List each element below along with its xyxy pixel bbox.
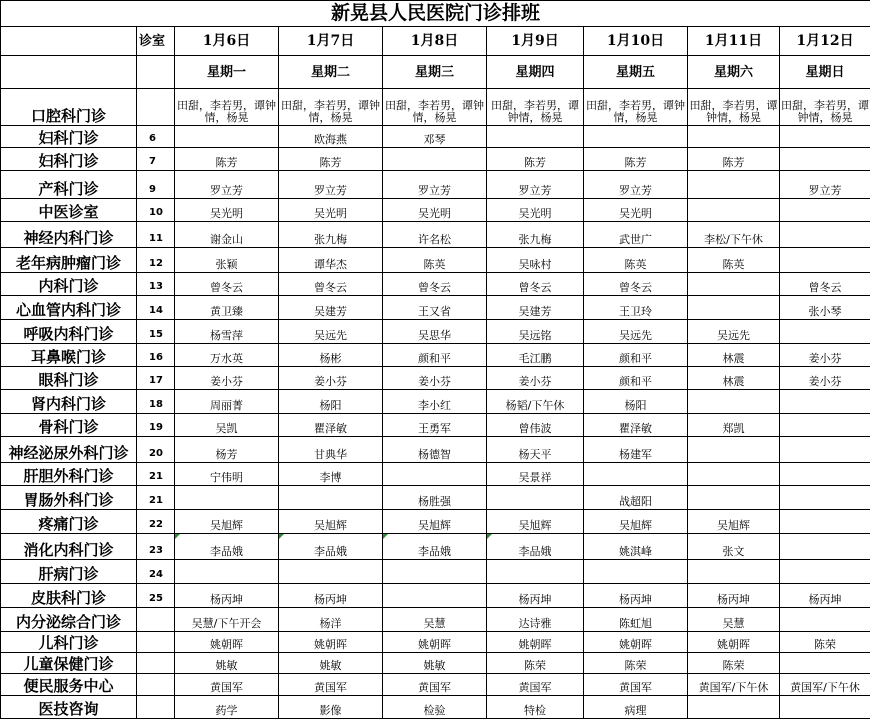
weekday-header-row: [1, 56, 870, 89]
doctor-cell: 陈荣: [780, 632, 870, 653]
doctor-cell: 吴远铭: [487, 320, 584, 344]
department-name: 便民服务中心: [1, 674, 137, 696]
doctor-cell: [175, 126, 279, 148]
room-number: 23: [137, 534, 175, 560]
department-name: 妇科门诊: [1, 148, 137, 171]
schedule-row: [1, 367, 870, 390]
doctor-cell: 药学: [175, 696, 279, 719]
doctor-cell: 吴光明: [175, 199, 279, 222]
schedule-row: [1, 248, 870, 273]
blank-cell: [137, 56, 175, 89]
doctor-cell: 王勇军: [383, 414, 487, 437]
doctor-cell: [780, 248, 870, 273]
room-number: 18: [137, 390, 175, 414]
doctor-cell: 张小琴: [780, 296, 870, 320]
weekday-header: 星期一: [175, 56, 279, 89]
doctor-cell: [780, 463, 870, 486]
doctor-cell: 瞿泽敏: [279, 414, 383, 437]
room-number: 14: [137, 296, 175, 320]
doctor-cell: 黄国军: [487, 674, 584, 696]
doctor-cell: 林震: [688, 367, 780, 390]
doctor-cell: 吴旭辉: [584, 510, 688, 534]
doctor-cell: 颜和平: [584, 344, 688, 367]
schedule-row: [1, 696, 870, 719]
room-number: [137, 653, 175, 674]
doctor-cell: [383, 560, 487, 584]
doctor-cell: 陈芳: [279, 148, 383, 171]
doctor-cell: 杨阳: [584, 390, 688, 414]
schedule-row: [1, 199, 870, 222]
doctor-cell: 曾冬云: [780, 273, 870, 296]
room-header: 诊室: [137, 27, 175, 56]
doctor-cell: 谭华杰: [279, 248, 383, 273]
doctor-cell: 罗立芳: [584, 171, 688, 199]
schedule-row: [1, 296, 870, 320]
doctor-cell: 颜和平: [383, 344, 487, 367]
doctor-cell: 杨阳: [279, 390, 383, 414]
schedule-row: [1, 632, 870, 653]
doctor-cell: 吴旭辉: [688, 510, 780, 534]
doctor-cell: 姚淇峰: [584, 534, 688, 560]
doctor-cell: 颜和平: [584, 367, 688, 390]
doctor-cell: 田甜，李若男，谭钟情，杨晃: [383, 89, 487, 126]
doctor-cell: [175, 560, 279, 584]
doctor-cell: [688, 273, 780, 296]
doctor-cell: [688, 390, 780, 414]
doctor-cell: [487, 486, 584, 510]
department-name: 儿童保健门诊: [1, 653, 137, 674]
doctor-cell: [780, 390, 870, 414]
doctor-cell: [584, 463, 688, 486]
doctor-cell: 田甜，李若男，谭钟情，杨晃: [175, 89, 279, 126]
date-header-row: [1, 27, 870, 56]
doctor-cell: 杨丙坤: [175, 584, 279, 608]
doctor-cell: 陈芳: [175, 148, 279, 171]
schedule-row: [1, 674, 870, 696]
schedule-row: [1, 463, 870, 486]
doctor-cell: 武世广: [584, 222, 688, 248]
doctor-cell: 李品娥: [279, 534, 383, 560]
doctor-cell: 病理: [584, 696, 688, 719]
doctor-cell: 吴慧/下午开会: [175, 608, 279, 632]
schedule-row: [1, 437, 870, 463]
room-number: 9: [137, 171, 175, 199]
doctor-cell: 田甜，李若男，谭钟情，杨晃: [780, 89, 870, 126]
doctor-cell: 姚朝晖: [383, 632, 487, 653]
schedule-row: [1, 390, 870, 414]
doctor-cell: 陈英: [584, 248, 688, 273]
doctor-cell: 吴远先: [688, 320, 780, 344]
doctor-cell: 陈英: [688, 248, 780, 273]
doctor-cell: 陈芳: [688, 148, 780, 171]
schedule-row: [1, 222, 870, 248]
doctor-cell: 检验: [383, 696, 487, 719]
doctor-cell: [175, 486, 279, 510]
room-number: [137, 608, 175, 632]
doctor-cell: 田甜，李若男，谭钟情，杨晃: [279, 89, 383, 126]
doctor-cell: 陈荣: [584, 653, 688, 674]
doctor-cell: 吴旭辉: [175, 510, 279, 534]
doctor-cell: 姚敏: [279, 653, 383, 674]
doctor-cell: 邓琴: [383, 126, 487, 148]
doctor-cell: 张文: [688, 534, 780, 560]
department-name: 口腔科门诊: [1, 89, 137, 126]
doctor-cell: [584, 560, 688, 584]
doctor-cell: 甘典华: [279, 437, 383, 463]
doctor-cell: [780, 320, 870, 344]
schedule-row: [1, 560, 870, 584]
doctor-cell: 黄国军: [584, 674, 688, 696]
doctor-cell: 黄国军: [279, 674, 383, 696]
doctor-cell: 吴旭辉: [383, 510, 487, 534]
doctor-cell: 吴咏村: [487, 248, 584, 273]
department-name: 中医诊室: [1, 199, 137, 222]
doctor-cell: 姚朝晖: [175, 632, 279, 653]
doctor-cell: 田甜，李若男，谭钟情，杨晃: [688, 89, 780, 126]
doctor-cell: 谢金山: [175, 222, 279, 248]
doctor-cell: 吴旭辉: [487, 510, 584, 534]
date-header: 1月11日: [688, 27, 780, 56]
department-name: 疼痛门诊: [1, 510, 137, 534]
doctor-cell: [780, 222, 870, 248]
doctor-cell: [688, 463, 780, 486]
schedule-row: [1, 89, 870, 126]
doctor-cell: 吴光明: [584, 199, 688, 222]
doctor-cell: 张颖: [175, 248, 279, 273]
doctor-cell: [688, 560, 780, 584]
department-name: 皮肤科门诊: [1, 584, 137, 608]
department-name: 神经内科门诊: [1, 222, 137, 248]
doctor-cell: 李品娥: [383, 534, 487, 560]
department-name: 肝胆外科门诊: [1, 463, 137, 486]
room-number: 21: [137, 486, 175, 510]
doctor-cell: 吴思华: [383, 320, 487, 344]
doctor-cell: 吴慧: [688, 608, 780, 632]
doctor-cell: [688, 486, 780, 510]
doctor-cell: 王又省: [383, 296, 487, 320]
doctor-cell: 杨建军: [584, 437, 688, 463]
doctor-cell: 姜小芬: [780, 367, 870, 390]
doctor-cell: 姚朝晖: [584, 632, 688, 653]
date-header: 1月8日: [383, 27, 487, 56]
doctor-cell: [780, 560, 870, 584]
department-name: 医技咨询: [1, 696, 137, 719]
doctor-cell: 曾冬云: [279, 273, 383, 296]
doctor-cell: 杨丙坤: [780, 584, 870, 608]
corner-cell: [1, 27, 137, 56]
doctor-cell: 罗立芳: [780, 171, 870, 199]
doctor-cell: 姚朝晖: [688, 632, 780, 653]
doctor-cell: 陈荣: [688, 653, 780, 674]
doctor-cell: 战超阳: [584, 486, 688, 510]
doctor-cell: [780, 696, 870, 719]
doctor-cell: 影像: [279, 696, 383, 719]
department-name: 妇科门诊: [1, 126, 137, 148]
schedule-row: [1, 414, 870, 437]
doctor-cell: [780, 486, 870, 510]
doctor-cell: [780, 148, 870, 171]
doctor-cell: 达诗雅: [487, 608, 584, 632]
doctor-cell: 杨丙坤: [279, 584, 383, 608]
doctor-cell: 王卫玲: [584, 296, 688, 320]
doctor-cell: 田甜，李若男，谭钟情，杨晃: [584, 89, 688, 126]
weekday-header: 星期四: [487, 56, 584, 89]
department-name: 儿科门诊: [1, 632, 137, 653]
doctor-cell: 姜小芬: [175, 367, 279, 390]
doctor-cell: [688, 171, 780, 199]
department-name: 产科门诊: [1, 171, 137, 199]
doctor-cell: 罗立芳: [487, 171, 584, 199]
doctor-cell: 吴建芳: [279, 296, 383, 320]
doctor-cell: 吴光明: [487, 199, 584, 222]
doctor-cell: 姜小芬: [780, 344, 870, 367]
doctor-cell: 曾冬云: [584, 273, 688, 296]
doctor-cell: [584, 126, 688, 148]
doctor-cell: 杨德智: [383, 437, 487, 463]
doctor-cell: 黄国军: [175, 674, 279, 696]
doctor-cell: 吴建芳: [487, 296, 584, 320]
doctor-cell: 吴凯: [175, 414, 279, 437]
doctor-cell: 杨丙坤: [487, 584, 584, 608]
department-name: 老年病肿瘤门诊: [1, 248, 137, 273]
doctor-cell: [487, 560, 584, 584]
doctor-cell: [487, 126, 584, 148]
doctor-cell: 许名松: [383, 222, 487, 248]
date-header: 1月12日: [780, 27, 870, 56]
room-number: 16: [137, 344, 175, 367]
weekday-header: 星期六: [688, 56, 780, 89]
doctor-cell: 杨芳: [175, 437, 279, 463]
doctor-cell: [383, 463, 487, 486]
doctor-cell: 罗立芳: [175, 171, 279, 199]
doctor-cell: 吴光明: [383, 199, 487, 222]
doctor-cell: 吴慧: [383, 608, 487, 632]
doctor-cell: 陈英: [383, 248, 487, 273]
doctor-cell: 李松/下午休: [688, 222, 780, 248]
doctor-cell: [780, 126, 870, 148]
room-number: 17: [137, 367, 175, 390]
room-number: 24: [137, 560, 175, 584]
doctor-cell: 吴远先: [584, 320, 688, 344]
schedule-row: [1, 584, 870, 608]
doctor-cell: [383, 148, 487, 171]
schedule-row: [1, 148, 870, 171]
doctor-cell: 吴景祥: [487, 463, 584, 486]
doctor-cell: 瞿泽敏: [584, 414, 688, 437]
doctor-cell: 李小红: [383, 390, 487, 414]
room-number: 22: [137, 510, 175, 534]
doctor-cell: [279, 486, 383, 510]
schedule-row: [1, 344, 870, 367]
doctor-cell: 姚敏: [175, 653, 279, 674]
department-name: 心血管内科门诊: [1, 296, 137, 320]
doctor-cell: 万水英: [175, 344, 279, 367]
doctor-cell: 杨彬: [279, 344, 383, 367]
doctor-cell: [688, 696, 780, 719]
department-name: 骨科门诊: [1, 414, 137, 437]
doctor-cell: 林震: [688, 344, 780, 367]
doctor-cell: 李品娥: [487, 534, 584, 560]
department-name: 神经泌尿外科门诊: [1, 437, 137, 463]
schedule-row: [1, 273, 870, 296]
doctor-cell: 宁伟明: [175, 463, 279, 486]
doctor-cell: 黄卫臻: [175, 296, 279, 320]
department-name: 消化内科门诊: [1, 534, 137, 560]
doctor-cell: 姚朝晖: [487, 632, 584, 653]
doctor-cell: 姚朝晖: [279, 632, 383, 653]
doctor-cell: 杨胜强: [383, 486, 487, 510]
doctor-cell: 黄国军: [383, 674, 487, 696]
room-number: 13: [137, 273, 175, 296]
department-name: 内分泌综合门诊: [1, 608, 137, 632]
schedule-row: [1, 486, 870, 510]
doctor-cell: 曾冬云: [487, 273, 584, 296]
doctor-cell: 黄国军/下午休: [780, 674, 870, 696]
doctor-cell: 毛江鹏: [487, 344, 584, 367]
weekday-header: 星期日: [780, 56, 870, 89]
doctor-cell: 杨丙坤: [688, 584, 780, 608]
doctor-cell: 田甜，李若男，谭钟情，杨晃: [487, 89, 584, 126]
doctor-cell: 吴旭辉: [279, 510, 383, 534]
doctor-cell: [780, 199, 870, 222]
page-title: 新晃县人民医院门诊排班: [1, 1, 870, 27]
doctor-cell: 张九梅: [487, 222, 584, 248]
doctor-cell: [383, 584, 487, 608]
doctor-cell: 吴光明: [279, 199, 383, 222]
doctor-cell: 陈虹旭: [584, 608, 688, 632]
doctor-cell: 李博: [279, 463, 383, 486]
doctor-cell: 杨丙坤: [584, 584, 688, 608]
doctor-cell: [688, 437, 780, 463]
doctor-cell: [780, 437, 870, 463]
doctor-cell: 曾冬云: [175, 273, 279, 296]
doctor-cell: 张九梅: [279, 222, 383, 248]
doctor-cell: 姜小芬: [279, 367, 383, 390]
date-header: 1月7日: [279, 27, 383, 56]
doctor-cell: 黄国军/下午休: [688, 674, 780, 696]
date-header: 1月6日: [175, 27, 279, 56]
room-number: [137, 632, 175, 653]
doctor-cell: 特检: [487, 696, 584, 719]
room-number: [137, 89, 175, 126]
room-number: 19: [137, 414, 175, 437]
doctor-cell: 罗立芳: [279, 171, 383, 199]
room-number: 7: [137, 148, 175, 171]
schedule-row: [1, 510, 870, 534]
doctor-cell: 陈芳: [584, 148, 688, 171]
doctor-cell: 杨韬/下午休: [487, 390, 584, 414]
doctor-cell: 杨雪萍: [175, 320, 279, 344]
date-header: 1月9日: [487, 27, 584, 56]
room-number: 15: [137, 320, 175, 344]
department-name: 耳鼻喉门诊: [1, 344, 137, 367]
room-number: [137, 674, 175, 696]
department-name: 肝病门诊: [1, 560, 137, 584]
doctor-cell: [688, 199, 780, 222]
room-number: [137, 696, 175, 719]
department-name: 呼吸内科门诊: [1, 320, 137, 344]
doctor-cell: 曾冬云: [383, 273, 487, 296]
doctor-cell: [780, 534, 870, 560]
room-number: 25: [137, 584, 175, 608]
room-number: 21: [137, 463, 175, 486]
doctor-cell: 李品娥: [175, 534, 279, 560]
doctor-cell: 陈芳: [487, 148, 584, 171]
date-header: 1月10日: [584, 27, 688, 56]
room-number: 20: [137, 437, 175, 463]
doctor-cell: [780, 608, 870, 632]
doctor-cell: 郑凯: [688, 414, 780, 437]
doctor-cell: 姚敏: [383, 653, 487, 674]
room-number: 11: [137, 222, 175, 248]
doctor-cell: [688, 296, 780, 320]
doctor-cell: [780, 653, 870, 674]
room-number: 12: [137, 248, 175, 273]
doctor-cell: 陈荣: [487, 653, 584, 674]
doctor-cell: 杨洋: [279, 608, 383, 632]
doctor-cell: 罗立芳: [383, 171, 487, 199]
schedule-row: [1, 320, 870, 344]
schedule-row: [1, 534, 870, 560]
department-name: 肾内科门诊: [1, 390, 137, 414]
doctor-cell: 杨天平: [487, 437, 584, 463]
blank-cell: [1, 56, 137, 89]
doctor-cell: 姜小芬: [383, 367, 487, 390]
doctor-cell: [279, 560, 383, 584]
department-name: 内科门诊: [1, 273, 137, 296]
schedule-row: [1, 608, 870, 632]
weekday-header: 星期三: [383, 56, 487, 89]
doctor-cell: 周丽菁: [175, 390, 279, 414]
room-number: 6: [137, 126, 175, 148]
schedule-row: [1, 653, 870, 674]
doctor-cell: 欧海燕: [279, 126, 383, 148]
schedule-row: [1, 171, 870, 199]
weekday-header: 星期五: [584, 56, 688, 89]
weekday-header: 星期二: [279, 56, 383, 89]
doctor-cell: 吴远先: [279, 320, 383, 344]
schedule-row: [1, 126, 870, 148]
doctor-cell: [688, 126, 780, 148]
doctor-cell: [780, 414, 870, 437]
department-name: 眼科门诊: [1, 367, 137, 390]
doctor-cell: [780, 510, 870, 534]
department-name: 胃肠外科门诊: [1, 486, 137, 510]
doctor-cell: 姜小芬: [487, 367, 584, 390]
doctor-cell: 曾伟波: [487, 414, 584, 437]
room-number: 10: [137, 199, 175, 222]
